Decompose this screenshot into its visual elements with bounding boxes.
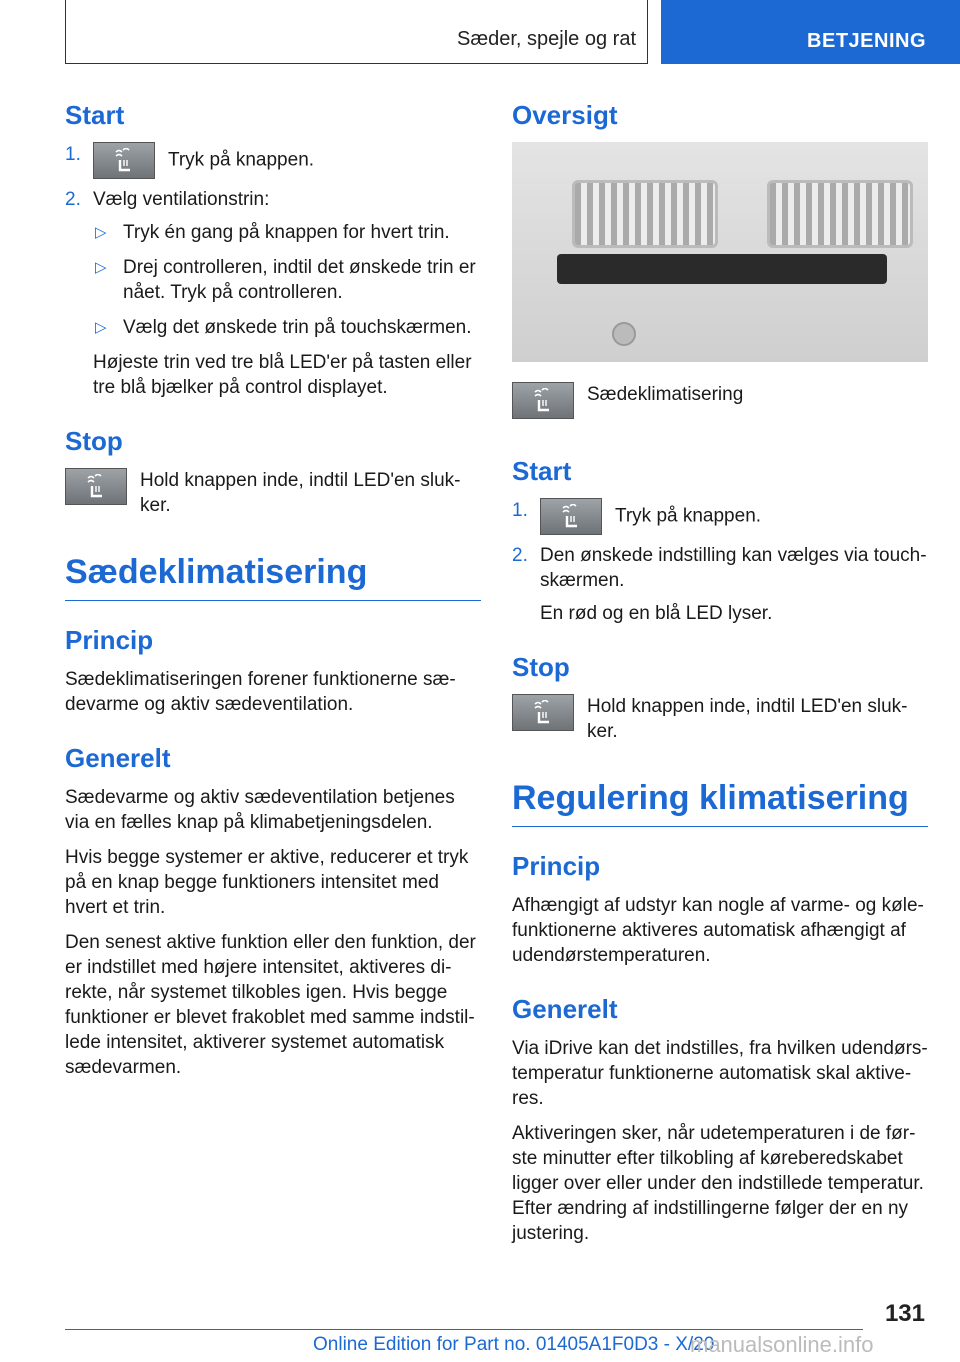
seat-ventilation-icon — [65, 468, 127, 505]
seat-ventilation-icon — [93, 142, 155, 179]
right-generelt-p1: Via iDrive kan det indstilles, fra hvilken udendørs-temperatur funktionerne automatisk skal aktive-res. — [512, 1038, 928, 1109]
right-column — [512, 100, 928, 1256]
step-number: 2. — [512, 545, 528, 566]
right-stop-heading: Stop — [512, 652, 570, 682]
triangle-right-icon: ▷ — [95, 224, 107, 241]
right-princip-heading: Princip — [512, 851, 601, 881]
left-generelt-p1: Sædevarme og aktiv sædeventilation betjenes via en fælles knap på klimabetjeningsdelen. — [65, 787, 455, 833]
header-tab-label: BETJENING — [807, 30, 926, 52]
sub-item-text: Drej controlleren, indtil det ønskede trin er nået. Tryk på controlleren. — [123, 257, 476, 303]
step-text: Tryk på knappen. — [614, 505, 762, 527]
air-vent-left — [572, 180, 718, 248]
stop-text: Hold knappen inde, indtil LED'en sluk-ker. — [140, 470, 461, 516]
climate-button-bar — [557, 254, 887, 284]
left-stop-heading: Stop — [65, 426, 123, 456]
left-sub-item-2 — [65, 255, 481, 305]
step-number: 1. — [512, 500, 528, 521]
icon-caption: Sædeklimatisering — [587, 384, 744, 405]
triangle-right-icon: ▷ — [95, 319, 107, 336]
left-column — [65, 100, 481, 1090]
step-number: 2. — [65, 189, 81, 210]
right-stop-row — [512, 694, 928, 744]
left-sub-item-1 — [65, 220, 481, 245]
left-step-2-note: Højeste trin ved tre blå LED'er på tasten eller tre blå bjælker på control displayet. — [93, 352, 472, 398]
page-number: 131 — [884, 1300, 925, 1327]
left-generelt-heading: Generelt — [65, 743, 171, 773]
right-step-2 — [512, 543, 928, 593]
right-princip-text: Afhængigt af udstyr kan nogle af varme- og køle-funktionerne aktiveres automatisk afhængigt af udendørstemperaturen. — [512, 895, 924, 966]
right-generelt-p2: Aktiveringen sker, når udetemperaturen i de før-ste minutter efter tilkobling af køreberedskabet ligger over eller under den indstillede temperatur. Efter ændring af indstillingerne følger der en ny justering. — [512, 1123, 924, 1244]
header-section-title: Sæder, spejle og rat — [457, 28, 636, 50]
watermark: manualsonline.info — [690, 1332, 874, 1357]
footer-edition-text: Online Edition for Part no. 01405A1F0D3 - X/20 — [313, 1334, 715, 1355]
left-step-2 — [65, 187, 481, 212]
step-number: 1. — [65, 144, 81, 165]
step-text: Den ønskede indstilling kan vælges via touch-skærmen. — [540, 545, 927, 591]
left-main-heading: Sædeklimatisering — [65, 552, 481, 601]
left-stop-row — [65, 468, 481, 518]
triangle-right-icon: ▷ — [95, 259, 107, 276]
left-generelt-p2: Hvis begge systemer er aktive, reducerer et tryk på en knap begge funktioners intensitet med hvert et trin. — [65, 847, 469, 918]
left-start-heading: Start — [65, 100, 125, 130]
right-step-2-note: En rød og en blå LED lyser. — [540, 603, 773, 624]
right-start-heading: Start — [512, 456, 572, 486]
step-text: Vælg ventilationstrin: — [93, 189, 270, 210]
left-sub-item-3 — [65, 315, 481, 340]
seat-ventilation-icon — [512, 382, 574, 419]
right-caption-row — [512, 382, 928, 422]
left-princip-heading: Princip — [65, 625, 154, 655]
stop-text: Hold knappen inde, indtil LED'en sluk-ker. — [587, 696, 908, 742]
left-step-1 — [65, 142, 481, 179]
left-princip-text: Sædeklimatiseringen forener funktionerne sæ-devarme og aktiv sædeventilation. — [65, 669, 456, 715]
left-generelt-p3: Den senest aktive funktion eller den funktion, der er indstillet med højere intensitet, aktiveres di-rekte, når systemet tilkobles igen. Hvis begge funktioner er blevet frakoblet med samme indstil-lede intensitet, aktiverer systemet automatisk sædevarmen. — [65, 932, 476, 1078]
sub-item-text: Tryk én gang på knappen for hvert trin. — [123, 222, 450, 243]
right-main-heading: Regulering klimatisering — [512, 778, 928, 827]
air-vent-right — [767, 180, 913, 248]
step-text: Tryk på knappen. — [167, 149, 315, 171]
seat-ventilation-icon — [540, 498, 602, 535]
right-oversigt-heading: Oversigt — [512, 100, 618, 130]
right-step-1 — [512, 498, 928, 535]
footer-divider — [65, 1329, 863, 1330]
seat-ventilation-icon — [512, 694, 574, 731]
control-knob — [612, 322, 636, 346]
climate-panel-photo — [512, 142, 928, 362]
right-generelt-heading: Generelt — [512, 994, 618, 1024]
header-tab — [661, 0, 960, 64]
sub-item-text: Vælg det ønskede trin på touchskærmen. — [123, 317, 472, 338]
